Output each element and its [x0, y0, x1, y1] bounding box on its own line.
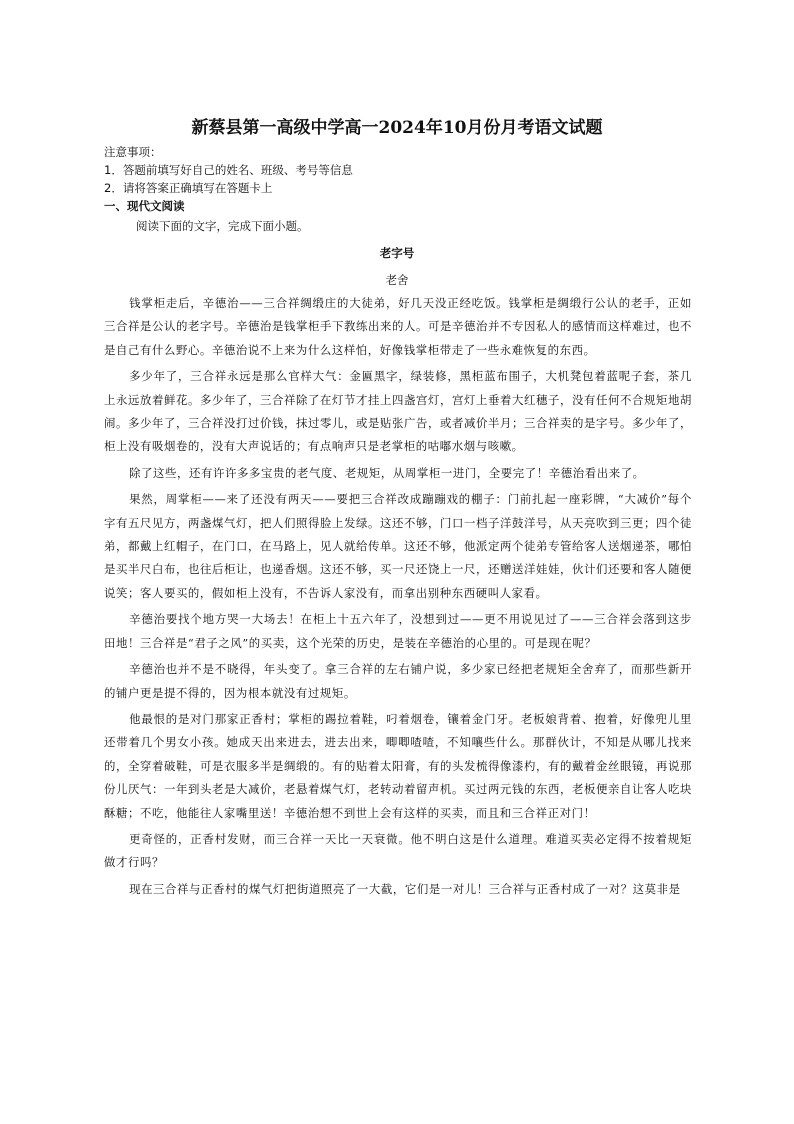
paragraph: 钱掌柜走后，辛德治——三合祥绸缎庄的大徒弟，好几天没正经吃饭。钱掌柜是绸缎行公认的老手，正如三合祥是公认的老字号。辛德治是钱掌柜手下教练出来的人。可是辛德治并不专因私人的感情而这样难过，也不是自己有什么野心。辛德治说不上来为什么这样怕，好像钱掌柜带走了一些永难恢复的东西。 [104, 296, 692, 357]
notes-heading: 注意事项： [104, 145, 162, 159]
notes-block [104, 143, 353, 215]
paragraph: 现在三合祥与正香村的煤气灯把街道照亮了一大截，它们是一对儿！三合祥与正香村成了一对？这莫非是 [129, 881, 681, 896]
paragraph: 更奇怪的，正香村发财，而三合祥一天比一天衰微。他不明白这是什么道理。难道买卖必定得不按着规矩做才行吗？ [104, 831, 692, 870]
article-body [104, 292, 692, 904]
paragraph: 除了这些，还有许许多多宝贵的老气度、老规矩，从周掌柜一进门，全要完了！辛德治看出来了。 [129, 465, 645, 480]
paragraph: 他最恨的是对门那家正香村；掌柜的踢拉着鞋，叼着烟卷，镶着金门牙。老板娘背着、抱着，好像兜儿里还带着几个男女小孩。她成天出来进去，进去出来，唧唧喳喳，不知嚷些什么。那群伙计，不知是从哪儿找来的，全穿着破鞋，可是衣服多半是绸缎的。有的贴着太阳膏，有的头发梳得像漆杓，有的戴着金丝眼镜，再说那份儿厌气：一年到头老是大减价，老悬着煤气灯，老转动着留声机。买过两元钱的东西，老板便亲自让客人吃块酥糖；不吃，他能往人家嘴里送！辛德治想不到世上会有这样的买卖，而且和三合祥正对门！ [104, 711, 692, 820]
article-author: 老舍 [385, 273, 409, 287]
paragraph: 辛德治要找个地方哭一大场去！在柜上十五六年了，没想到过——更不用说见过了——三合祥会落到这步田地！三合祥是“君子之风”的买卖，这个光荣的历史，是装在辛德治的心里的。可是现在呢？ [104, 612, 692, 650]
note-item-1: 1．答题前填写好自己的姓名、班级、考号等信息 [104, 163, 353, 177]
section-heading: 一、现代文阅读 [104, 199, 185, 213]
exam-title: 新蔡县第一高级中学高一2024年10月份月考语文试题 [191, 118, 603, 138]
note-item-2: 2．请将答案正确填写在答题卡上 [104, 181, 273, 195]
article-title: 老字号 [379, 246, 415, 260]
reading-instruction: 阅读下面的文字，完成下面小题。 [136, 219, 309, 233]
paragraph: 果然，周掌柜——来了还没有两天——要把三合祥改成蹦蹦戏的棚子：门前扎起一座彩牌，“大减价”每个字有五尺见方，两盏煤气灯，把人们照得脸上发绿。这还不够，门口一档子洋鼓洋号，从天亮吹到三更；四个徒弟，都戴上红帽子，在门口，在马路上，见人就给传单。这还不够，他派定两个徒弟专管给客人送烟递茶，哪怕是买半尺白布，也往后柜让，也递香烟。这还不够，买一尺还饶上一尺，还赠送洋娃娃，伙计们还要和客人随便说笑；客人要买的，假如柜上没有，不告诉人家没有，而拿出别种东西硬叫人家看。 [104, 492, 692, 600]
paragraph: 辛德治也并不是不晓得，年头变了。拿三合祥的左右铺户说，多少家已经把老规矩全舍弃了，而那些新开的铺户更是提不得的，因为根本就没有过规矩。 [104, 662, 692, 700]
paragraph: 多少年了，三合祥永远是那么官样大气：金匾黑字，绿装修，黑柜蓝布围子，大机凳包着蓝呢子套，茶几上永远放着鲜花。多少年了，三合祥除了在灯节才挂上四盏宫灯，宫灯上垂着大红穗子，没有任何不合规矩地胡闹。多少年了，三合祥没打过价钱，抹过零儿，或是贴张广告，或者减价半月；三合祥卖的是字号。多少年了，柜上没有吸烟卷的，没有大声说话的；有点响声只是老掌柜的咕嘟水烟与咳嗽。 [104, 369, 692, 454]
